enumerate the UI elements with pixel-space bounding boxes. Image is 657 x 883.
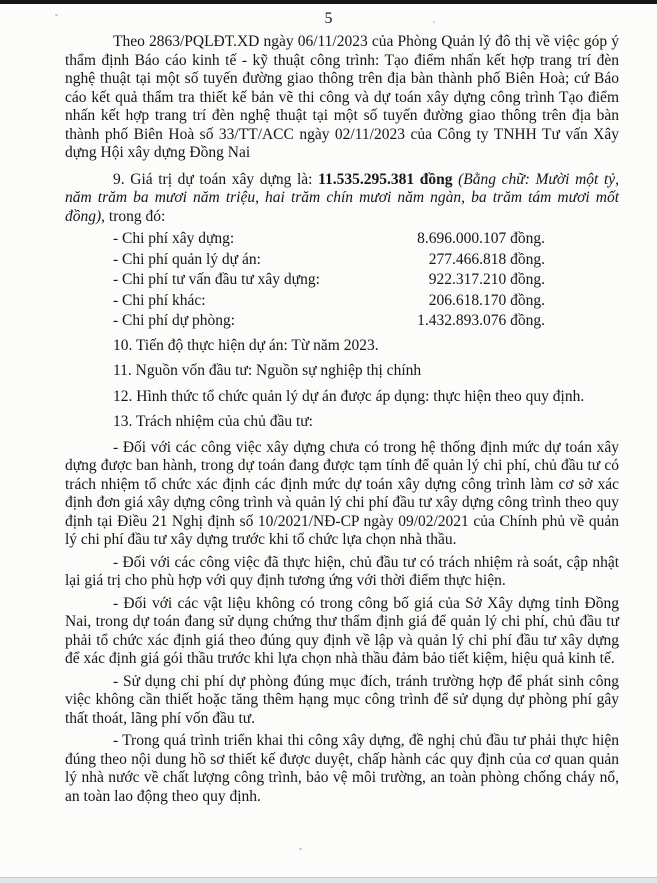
document-body <box>65 33 619 810</box>
item-9-prefix: 9. Giá trị dự toán xây dựng là: <box>113 170 319 188</box>
responsibility-bullet-norms: - Đối với các công việc xây dựng chưa có trong hệ thống định mức dự toán xây dựng được ban hành, trong dự toán đang được tạm tính để quản lý chi phí, chủ đầu tư có trách nhiệm tổ chức xác định các định mức dự toán xây dựng công trình làm cơ sở xác định đơn giá xây dựng công trình và quản lý chi phí đầu tư xây dựng công trình theo quy định tại Điều 21 Nghị định số 10/2021/NĐ-CP ngày 09/02/2021 của Chính phủ về quản lý chi phí đầu tư xây dựng trước khi tổ chức lựa chọn nhà thầu. <box>65 438 619 548</box>
paragraph-intro: Theo 2863/PQLĐT.XD ngày 06/11/2023 của Phòng Quản lý đô thị về việc góp ý thẩm định Báo cáo kinh tế - kỹ thuật công trình: Tạo điểm nhấn kết hợp trang trí đèn nghệ thuật tại một số tuyến đường giao thông trên địa bàn thành phố Biên Hoà; cứ Báo cáo kết quả thẩm tra thiết kế bản vẽ thi công và dự toán xây dựng công trình Tạo điểm nhấn kết hợp trang trí đèn nghệ thuật tại một số tuyến đường giao thông trên địa bàn thành phố Biên Hoà số 33/TT/ACC ngày 02/11/2023 của Công ty TNHH Tư vấn Xây dựng Hội xây dựng Đồng Nai <box>65 33 619 161</box>
responsibility-bullet-construction-compliance: - Trong quá trình triển khai thi công xây dựng, đề nghị chủ đầu tư phải thực hiện đúng theo nội dung hồ sơ thiết kế được duyệt, chấp hành các quy định của cơ quan quản lý nhà nước về chất lượng công trình, bảo vệ môi trường, an toàn phòng chống cháy nổ, an toàn lao động theo quy định. <box>65 732 619 805</box>
estimate-amount-in-words: (Bằng chữ: Mười một tỷ, năm trăm ba mươi năm triệu, hai trăm chín mươi năm ngàn, ba trăm tám mươi mốt đồng) <box>65 170 620 225</box>
cost-label: - Chi phí xây dựng: <box>113 230 235 247</box>
item-9-heading <box>65 171 619 227</box>
page-number: 5 <box>324 10 333 27</box>
item-9-suffix: , trong đó: <box>101 207 166 225</box>
item-11-funding-source: 11. Nguồn vốn đầu tư: Nguồn sự nghiệp thị chính <box>113 362 422 379</box>
item-10-schedule: 10. Tiến độ thực hiện dự án: Từ năm 2023. <box>113 336 379 354</box>
scan-top-edge-artifact <box>0 0 657 4</box>
scan-bottom-edge-artifact <box>0 877 657 883</box>
estimate-total-amount: 11.535.295.381 đồng <box>318 170 459 188</box>
cost-label: - Chi phí khác: <box>113 291 206 309</box>
cost-label: - Chi phí dự phòng: <box>113 312 236 329</box>
item-13-investor-responsibility-heading: 13. Trách nhiệm của chủ đầu tư: <box>113 413 313 430</box>
responsibility-bullet-materials-pricing: - Đối với các vật liệu không có trong công bố giá của Sở Xây dựng tỉnh Đồng Nai, trong dự toán đang sử dụng chứng thư thẩm định giá để quản lý chi phí, chủ đầu tư phải tổ chức xác định giá theo đúng quy định về lập và quản lý chi phí đầu tư xây dựng để xác định giá gói thầu trước khi lựa chọn nhà thầu đảm bảo tiết kiệm, hiệu quả kinh tế. <box>65 594 619 667</box>
cost-row-construction <box>113 229 545 250</box>
cost-value: 277.466.818 đồng. <box>428 250 545 268</box>
cost-value: 8.696.000.107 đồng. <box>417 230 545 247</box>
cost-breakdown-list <box>65 229 619 332</box>
cost-row-contingency <box>113 311 545 332</box>
cost-label: - Chi phí quản lý dự án: <box>113 250 261 268</box>
item-12-management-form: 12. Hình thức tổ chức quản lý dự án được áp dụng: thực hiện theo quy định. <box>113 387 585 405</box>
responsibility-bullet-contingency-use: - Sử dụng chi phí dự phòng đúng mục đích, tránh trường hợp để phát sinh công việc không cần thiết hoặc tăng thêm hạng mục công trình để sử dụng dự phòng phí gây thất thoát, lãng phí vốn đầu tư. <box>65 672 619 727</box>
cost-value: 922.317.210 đồng. <box>428 271 545 288</box>
cost-label: - Chi phí tư vấn đầu tư xây dựng: <box>113 271 320 288</box>
cost-row-project-management <box>113 250 545 271</box>
cost-value: 1.432.893.076 đồng. <box>417 312 545 329</box>
responsibility-bullet-completed-work: - Đối với các công việc đã thực hiện, chủ đầu tư có trách nhiệm rà soát, cập nhật lại giá trị cho phù hợp với quy định tương ứng với thời điểm thực hiện. <box>65 553 619 589</box>
cost-value: 206.618.170 đồng. <box>428 291 545 309</box>
cost-row-consulting <box>113 270 545 291</box>
scan-speck <box>299 848 302 850</box>
cost-row-other <box>113 291 545 312</box>
